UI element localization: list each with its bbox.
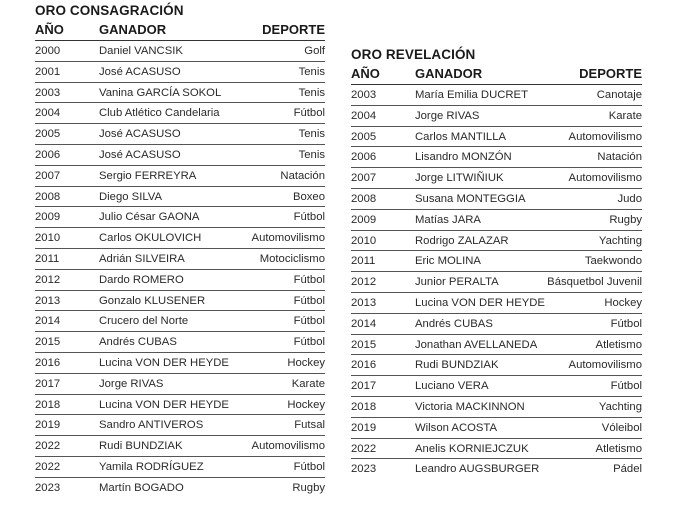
oro-revelacion-title: ORO REVELACIÓN <box>351 47 476 62</box>
row-sport: Atletismo <box>595 442 642 455</box>
row-sport: Taekwondo <box>584 255 642 268</box>
row-year: 2013 <box>351 296 377 309</box>
row-year: 2010 <box>35 232 61 245</box>
row-sport: Pádel <box>613 463 642 476</box>
row-year: 2004 <box>35 107 61 120</box>
table-row <box>351 106 642 127</box>
table-row <box>35 332 325 353</box>
table-row <box>35 207 325 228</box>
row-winner: Rodrigo ZALAZAR <box>415 234 509 247</box>
row-year: 2019 <box>35 419 61 432</box>
row-winner: Luciano VERA <box>415 380 489 393</box>
row-winner: Jorge RIVAS <box>99 377 164 390</box>
row-sport: Hockey <box>604 296 642 309</box>
row-winner: Eric MOLINA <box>415 255 481 268</box>
table-row <box>351 418 642 439</box>
table-row <box>35 228 325 249</box>
row-sport: Rugby <box>609 213 642 226</box>
row-year: 2008 <box>351 192 377 205</box>
row-sport: Fútbol <box>293 336 325 349</box>
row-sport: Automovilismo <box>251 232 325 245</box>
row-winner: Victoria MACKINNON <box>415 400 525 413</box>
row-winner: Gonzalo KLUSENER <box>99 294 206 307</box>
row-year: 2016 <box>351 359 377 372</box>
row-sport: Vóleibol <box>601 421 642 434</box>
table-row <box>351 127 642 148</box>
table-row <box>351 439 642 460</box>
row-sport: Futsal <box>294 419 325 432</box>
row-year: 2003 <box>35 86 61 99</box>
row-year: 2006 <box>351 151 377 164</box>
table-row <box>351 335 642 356</box>
row-year: 2005 <box>351 130 377 143</box>
row-year: 2007 <box>351 172 377 185</box>
row-year: 2022 <box>35 460 61 473</box>
table-row <box>351 355 642 376</box>
table-row <box>35 291 325 312</box>
header-winner: GANADOR <box>99 22 167 37</box>
table-row <box>351 189 642 210</box>
row-sport: Judo <box>617 192 642 205</box>
row-year: 2011 <box>351 255 376 268</box>
row-winner: Sergio FERREYRA <box>99 169 197 182</box>
row-sport: Fútbol <box>293 107 325 120</box>
row-winner: Vanina GARCÍA SOKOL <box>99 86 222 99</box>
row-winner: Rudi BUNDZIAK <box>99 440 183 453</box>
table-header <box>351 64 642 85</box>
row-year: 2015 <box>351 338 377 351</box>
row-sport: Golf <box>304 45 325 57</box>
row-winner: Martín BOGADO <box>99 481 184 494</box>
row-year: 2022 <box>35 440 61 453</box>
row-winner: Carlos OKULOVICH <box>99 232 202 245</box>
oro-revelacion-table <box>351 46 642 480</box>
row-sport: Tenis <box>298 65 325 78</box>
row-winner: Julio César GAONA <box>99 211 200 224</box>
row-sport: Hockey <box>287 356 325 369</box>
row-sport: Fútbol <box>610 380 642 393</box>
row-sport: Natación <box>597 151 642 164</box>
row-year: 2009 <box>351 213 377 226</box>
table-body <box>351 85 642 480</box>
row-winner: Yamila RODRÍGUEZ <box>99 460 204 473</box>
row-year: 2022 <box>351 442 377 455</box>
header-sport: DEPORTE <box>262 22 325 37</box>
table-body <box>35 41 325 499</box>
row-winner: Dardo ROMERO <box>99 273 184 286</box>
row-year: 2017 <box>351 380 377 393</box>
row-year: 2008 <box>35 190 61 203</box>
row-sport: Fútbol <box>293 315 325 328</box>
table-row <box>35 249 325 270</box>
row-winner: Lucina VON DER HEYDE <box>415 296 545 309</box>
row-year: 2019 <box>351 421 377 434</box>
table-row <box>35 311 325 332</box>
table-row <box>35 270 325 291</box>
header-year: AÑO <box>35 22 64 37</box>
row-sport: Karate <box>608 109 642 122</box>
table-header <box>35 20 325 41</box>
row-winner: José ACASUSO <box>99 128 181 141</box>
row-sport: Fútbol <box>293 294 325 307</box>
row-sport: Motociclismo <box>259 252 325 265</box>
row-winner: Daniel VANCSIK <box>99 45 183 57</box>
row-sport: Boxeo <box>292 190 325 203</box>
table-row <box>35 187 325 208</box>
row-sport: Automovilismo <box>251 440 325 453</box>
table-row <box>351 397 642 418</box>
row-year: 2005 <box>35 128 61 141</box>
table-row <box>351 168 642 189</box>
table-row <box>35 436 325 457</box>
row-sport: Tenis <box>298 148 325 161</box>
table-row <box>35 83 325 104</box>
row-sport: Automovilismo <box>568 130 642 143</box>
row-winner: Jorge RIVAS <box>415 109 480 122</box>
row-year: 2011 <box>35 252 60 265</box>
row-sport: Yachting <box>598 400 642 413</box>
table-row <box>35 41 325 62</box>
row-year: 2010 <box>351 234 377 247</box>
table-row <box>35 62 325 83</box>
table-row <box>351 376 642 397</box>
row-sport: Tenis <box>298 128 325 141</box>
row-year: 2017 <box>35 377 61 390</box>
row-sport: Tenis <box>298 86 325 99</box>
row-winner: Carlos MANTILLA <box>415 130 507 143</box>
table-row <box>351 231 642 252</box>
header-sport: DEPORTE <box>579 66 642 81</box>
row-winner: Lucina VON DER HEYDE <box>99 398 229 411</box>
row-year: 2015 <box>35 336 61 349</box>
row-winner: Lisandro MONZÓN <box>415 151 512 164</box>
table-row <box>351 85 642 106</box>
row-sport: Fútbol <box>293 273 325 286</box>
table-row <box>35 374 325 395</box>
row-year: 2014 <box>35 315 61 328</box>
row-winner: Sandro ANTIVEROS <box>99 419 204 432</box>
table-row <box>351 293 642 314</box>
table-row <box>351 147 642 168</box>
table-row <box>351 314 642 335</box>
row-year: 2013 <box>35 294 61 307</box>
row-winner: Adrián SILVEIRA <box>99 252 185 265</box>
row-winner: Jonathan AVELLANEDA <box>415 338 538 351</box>
row-year: 2023 <box>35 481 61 494</box>
row-year: 2000 <box>35 45 61 57</box>
row-winner: José ACASUSO <box>99 148 181 161</box>
row-sport: Fútbol <box>610 317 642 330</box>
table-row <box>35 395 325 416</box>
table-row <box>35 124 325 145</box>
row-sport: Automovilismo <box>568 172 642 185</box>
row-winner: Club Atlético Candelaria <box>99 107 220 120</box>
row-sport: Atletismo <box>595 338 642 351</box>
row-sport: Canotaje <box>596 89 642 101</box>
row-winner: María Emilia DUCRET <box>415 89 528 101</box>
row-winner: Junior PERALTA <box>415 276 499 289</box>
row-year: 2018 <box>351 400 377 413</box>
row-sport: Fútbol <box>293 460 325 473</box>
table-row <box>35 415 325 436</box>
row-winner: Diego SILVA <box>99 190 163 203</box>
table-row <box>35 145 325 166</box>
row-winner: Rudi BUNDZIAK <box>415 359 499 372</box>
table-row <box>35 166 325 187</box>
row-winner: Anelis KORNIEJCZUK <box>415 442 529 455</box>
row-sport: Automovilismo <box>568 359 642 372</box>
row-year: 2018 <box>35 398 61 411</box>
row-winner: Jorge LITWIÑIUK <box>415 172 504 185</box>
row-year: 2012 <box>35 273 61 286</box>
table-row <box>351 272 642 293</box>
row-sport: Hockey <box>287 398 325 411</box>
oro-consagracion-table <box>35 2 325 499</box>
table-row <box>35 103 325 124</box>
row-year: 2006 <box>35 148 61 161</box>
row-winner: Andrés CUBAS <box>415 317 493 330</box>
row-winner: Leandro AUGSBURGER <box>415 463 540 476</box>
row-year: 2023 <box>351 463 377 476</box>
row-year: 2012 <box>351 276 377 289</box>
row-winner: Matías JARA <box>415 213 481 226</box>
row-winner: Wilson ACOSTA <box>415 421 498 434</box>
table-row <box>35 478 325 499</box>
table-row <box>351 210 642 231</box>
row-year: 2009 <box>35 211 61 224</box>
row-winner: Susana MONTEGGIA <box>415 192 526 205</box>
row-sport: Yachting <box>598 234 642 247</box>
oro-consagracion-title: ORO CONSAGRACIÓN <box>35 3 184 18</box>
row-sport: Natación <box>280 169 325 182</box>
row-sport: Básquetbol Juvenil <box>547 276 642 289</box>
table-row <box>351 459 642 480</box>
table-row <box>351 251 642 272</box>
row-sport: Rugby <box>292 481 325 494</box>
table-row <box>35 457 325 478</box>
row-sport: Fútbol <box>293 211 325 224</box>
row-winner: Crucero del Norte <box>99 315 189 328</box>
row-year: 2001 <box>35 65 61 78</box>
row-winner: Andrés CUBAS <box>99 336 177 349</box>
row-year: 2004 <box>351 109 377 122</box>
row-year: 2014 <box>351 317 377 330</box>
table-row <box>35 353 325 374</box>
row-sport: Karate <box>291 377 325 390</box>
row-year: 2003 <box>351 89 377 101</box>
row-year: 2007 <box>35 169 61 182</box>
row-year: 2016 <box>35 356 61 369</box>
header-year: AÑO <box>351 66 380 81</box>
row-winner: Lucina VON DER HEYDE <box>99 356 229 369</box>
header-winner: GANADOR <box>415 66 483 81</box>
row-winner: José ACASUSO <box>99 65 181 78</box>
